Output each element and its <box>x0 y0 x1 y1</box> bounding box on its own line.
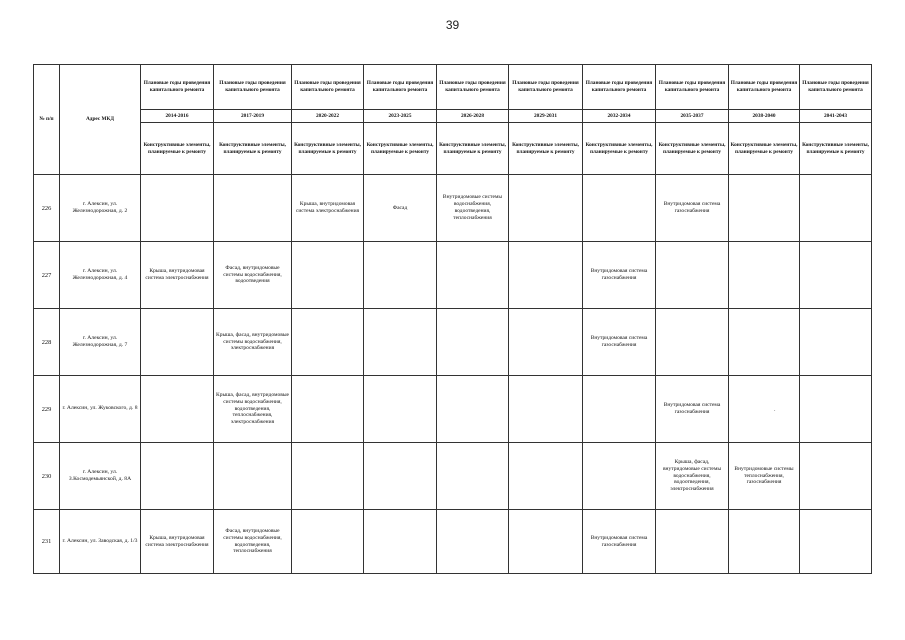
header-period-title: Плановые годы проведения капитального ремонта <box>729 65 800 110</box>
header-elements: Конструктивные элементы, планируемые к ремонту <box>141 123 214 175</box>
row-cell <box>729 510 800 574</box>
row-cell: Фасад, внутридомовые системы водоснабжения, водоотведения <box>214 242 292 309</box>
header-years: 2026-2028 <box>437 110 509 123</box>
row-address: г. Алексин, ул. Железнодорожная, д. 7 <box>60 309 141 376</box>
row-cell <box>583 175 656 242</box>
row-cell <box>509 309 583 376</box>
row-cell <box>364 510 437 574</box>
row-cell <box>437 376 509 443</box>
table-row <box>34 510 872 574</box>
row-cell <box>141 175 214 242</box>
row-cell <box>214 175 292 242</box>
header-period-title: Плановые годы проведения капитального ремонта <box>437 65 509 110</box>
header-elements-row <box>34 123 872 175</box>
row-cell <box>437 309 509 376</box>
row-number: 228 <box>34 309 60 376</box>
row-cell <box>364 242 437 309</box>
header-years: 2038-2040 <box>729 110 800 123</box>
row-cell: Крыша, фасад, внутридомовые системы водоснабжения, водоотведения, электроснабжения <box>656 443 729 510</box>
header-elements: Конструктивные элементы, планируемые к ремонту <box>800 123 872 175</box>
row-cell: Фасад, внутридомовые системы водоснабжения, водоотведения, теплоснабжения <box>214 510 292 574</box>
row-number: 231 <box>34 510 60 574</box>
row-cell: Крыша, фасад, внутридомовые системы водоснабжения, электроснабжения <box>214 309 292 376</box>
row-cell: Фасад <box>364 175 437 242</box>
row-address: г. Алексин, ул. Железнодорожная, д. 4 <box>60 242 141 309</box>
row-cell <box>583 443 656 510</box>
row-address: г. Алексин, ул. Заводская, д. 1/3 <box>60 510 141 574</box>
row-cell <box>509 510 583 574</box>
header-period-title: Плановые годы проведения капитального ремонта <box>141 65 214 110</box>
row-cell: Крыша, внутридомовая система электроснабжения <box>141 242 214 309</box>
row-address: г. Алексин, ул. Жуковского, д. 8 <box>60 376 141 443</box>
row-cell: Внутридомовые системы теплоснабжения, газоснабжения <box>729 443 800 510</box>
header-years: 2023-2025 <box>364 110 437 123</box>
row-number: 229 <box>34 376 60 443</box>
row-cell: Внутридомовая система газоснабжения <box>583 242 656 309</box>
header-title-row <box>34 65 872 110</box>
header-years: 2014-2016 <box>141 110 214 123</box>
header-years: 2020-2022 <box>292 110 364 123</box>
header-elements: Конструктивные элементы, планируемые к ремонту <box>583 123 656 175</box>
row-cell: Внутридомовая система газоснабжения <box>656 175 729 242</box>
table-row <box>34 242 872 309</box>
header-period-title: Плановые годы проведения капитального ремонта <box>364 65 437 110</box>
row-cell: Крыша, фасад, внутридомовые системы водоснабжения, водоотведения, теплоснабжения, электроснабжения <box>214 376 292 443</box>
row-cell <box>364 309 437 376</box>
row-number: 230 <box>34 443 60 510</box>
row-cell <box>800 376 872 443</box>
row-number: 226 <box>34 175 60 242</box>
row-cell <box>509 376 583 443</box>
row-cell <box>437 510 509 574</box>
row-address: г. Алексин, ул. Железнодорожная, д. 2 <box>60 175 141 242</box>
header-period-title: Плановые годы проведения капитального ремонта <box>656 65 729 110</box>
header-period-title: Плановые годы проведения капитального ремонта <box>509 65 583 110</box>
table-header <box>34 65 872 175</box>
row-cell <box>800 309 872 376</box>
header-elements: Конструктивные элементы, планируемые к ремонту <box>729 123 800 175</box>
table-row <box>34 443 872 510</box>
row-cell <box>292 376 364 443</box>
header-period-title: Плановые годы проведения капитального ремонта <box>292 65 364 110</box>
row-cell <box>800 175 872 242</box>
header-years: 2029-2031 <box>509 110 583 123</box>
row-cell <box>800 510 872 574</box>
header-years: 2032-2034 <box>583 110 656 123</box>
header-number: № п/п <box>34 65 60 175</box>
header-years: 2035-2037 <box>656 110 729 123</box>
row-cell <box>141 443 214 510</box>
row-cell <box>656 309 729 376</box>
row-cell <box>141 309 214 376</box>
header-years: 2041-2043 <box>800 110 872 123</box>
row-cell <box>509 175 583 242</box>
page-number: 39 <box>445 18 460 32</box>
row-cell <box>656 510 729 574</box>
header-address: Адрес МКД <box>60 65 141 175</box>
table-row <box>34 376 872 443</box>
row-cell <box>729 242 800 309</box>
table-row <box>34 309 872 376</box>
row-cell <box>292 309 364 376</box>
row-cell: Крыша, внутридомовая система электроснабжения <box>141 510 214 574</box>
row-cell: Внутридомовая система газоснабжения <box>583 309 656 376</box>
header-elements: Конструктивные элементы, планируемые к ремонту <box>214 123 292 175</box>
table-row <box>34 175 872 242</box>
row-cell <box>656 242 729 309</box>
row-cell <box>800 443 872 510</box>
row-cell <box>729 376 800 443</box>
header-elements: Конструктивные элементы, планируемые к ремонту <box>509 123 583 175</box>
capital-repair-plan-table <box>33 64 872 574</box>
row-cell <box>292 242 364 309</box>
row-cell <box>214 443 292 510</box>
row-cell: Крыша, внутридомовая система электроснабжения <box>292 175 364 242</box>
row-cell <box>364 443 437 510</box>
header-period-title: Плановые годы проведения капитального ремонта <box>214 65 292 110</box>
row-cell: Внутридомовая система газоснабжения <box>583 510 656 574</box>
row-cell <box>729 175 800 242</box>
row-cell <box>292 443 364 510</box>
row-number: 227 <box>34 242 60 309</box>
table-body <box>34 175 872 574</box>
row-cell: Внутридомовые системы водоснабжения, водоотведения, теплоснабжения <box>437 175 509 242</box>
row-cell <box>292 510 364 574</box>
row-cell <box>583 376 656 443</box>
row-cell <box>729 309 800 376</box>
header-elements: Конструктивные элементы, планируемые к ремонту <box>656 123 729 175</box>
header-years-row <box>34 110 872 123</box>
header-period-title: Плановые годы проведения капитального ремонта <box>800 65 872 110</box>
header-elements: Конструктивные элементы, планируемые к ремонту <box>364 123 437 175</box>
row-cell <box>364 376 437 443</box>
row-cell <box>509 443 583 510</box>
header-years: 2017-2019 <box>214 110 292 123</box>
header-elements: Конструктивные элементы, планируемые к ремонту <box>292 123 364 175</box>
header-period-title: Плановые годы проведения капитального ремонта <box>583 65 656 110</box>
row-cell: Внутридомовая система газоснабжения <box>656 376 729 443</box>
row-cell <box>509 242 583 309</box>
header-elements: Конструктивные элементы, планируемые к ремонту <box>437 123 509 175</box>
row-cell <box>437 443 509 510</box>
row-address: г. Алексин, ул. З.Космодемьянской, д. 8А <box>60 443 141 510</box>
stray-mark: . <box>774 407 776 413</box>
row-cell <box>800 242 872 309</box>
row-cell <box>141 376 214 443</box>
row-cell <box>437 242 509 309</box>
